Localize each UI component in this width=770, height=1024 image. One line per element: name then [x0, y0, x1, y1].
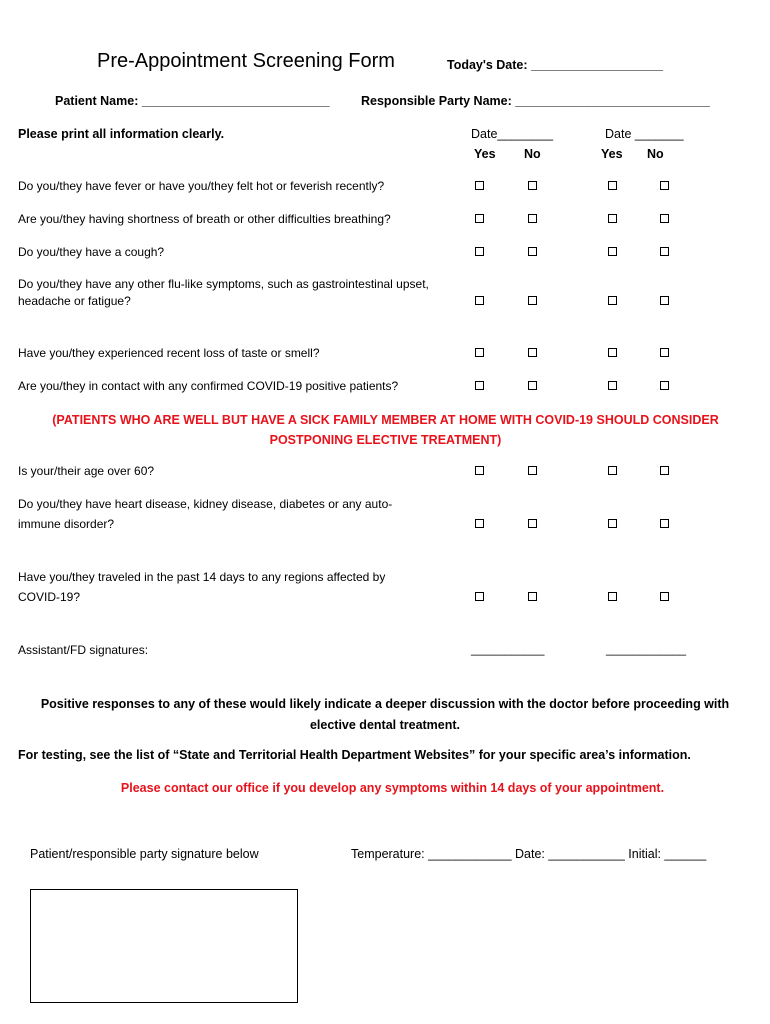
checkbox-cough-yes-1[interactable] [475, 247, 484, 256]
checkbox-taste-yes-2[interactable] [608, 348, 617, 357]
checkbox-taste-no-2[interactable] [660, 348, 669, 357]
checkbox-flu-no-2[interactable] [660, 296, 669, 305]
checkbox-cough-no-1[interactable] [528, 247, 537, 256]
assistant-signatures-label: Assistant/FD signatures: [18, 643, 149, 657]
checkbox-breath-yes-2[interactable] [608, 214, 617, 223]
checkbox-flu-no-1[interactable] [528, 296, 537, 305]
checkbox-contact-no-2[interactable] [660, 381, 669, 390]
todays-date-field[interactable]: Today's Date: ___________________ [447, 58, 664, 72]
question-travel: Have you/they traveled in the past 14 days to any regions affected by COVID-19? [18, 570, 386, 604]
question-covid-contact: Are you/they in contact with any confirmed COVID-19 positive patients? [18, 379, 399, 393]
checkbox-fever-no-1[interactable] [528, 181, 537, 190]
checkbox-contact-yes-1[interactable] [475, 381, 484, 390]
vitals-fields[interactable]: Temperature: ____________ Date: ___________ Initial: ______ [351, 847, 707, 861]
question-age-over-60: Is your/their age over 60? [18, 464, 155, 478]
checkbox-cough-yes-2[interactable] [608, 247, 617, 256]
no-header-2: No [647, 147, 664, 161]
responsible-party-field[interactable]: Responsible Party Name: ____________________________ [361, 94, 710, 108]
checkbox-age-yes-2[interactable] [608, 466, 617, 475]
print-clearly-note: Please print all information clearly. [18, 127, 225, 141]
question-flu-symptoms: Do you/they have any other flu-like symptoms, such as gastrointestinal upset, headache or fatigue? [18, 277, 429, 308]
checkbox-contact-yes-2[interactable] [608, 381, 617, 390]
checkbox-travel-no-2[interactable] [660, 592, 669, 601]
checkbox-fever-yes-1[interactable] [475, 181, 484, 190]
checkbox-disease-no-1[interactable] [528, 519, 537, 528]
question-taste-smell: Have you/they experienced recent loss of taste or smell? [18, 346, 320, 360]
yes-header-1: Yes [474, 147, 496, 161]
checkbox-flu-yes-1[interactable] [475, 296, 484, 305]
checkbox-breath-no-1[interactable] [528, 214, 537, 223]
question-fever: Do you/they have fever or have you/they felt hot or feverish recently? [18, 179, 385, 193]
checkbox-disease-no-2[interactable] [660, 519, 669, 528]
yes-header-2: Yes [601, 147, 623, 161]
date-column-2[interactable]: Date _______ [605, 127, 684, 141]
assistant-signature-line-1[interactable]: ___________ [471, 642, 545, 656]
checkbox-travel-yes-1[interactable] [475, 592, 484, 601]
testing-note: For testing, see the list of “State and Territorial Health Department Websites” for your specific area’s information. [18, 748, 691, 762]
question-cough: Do you/they have a cough? [18, 245, 165, 259]
checkbox-cough-no-2[interactable] [660, 247, 669, 256]
checkbox-fever-yes-2[interactable] [608, 181, 617, 190]
form-title: Pre-Appointment Screening Form [97, 50, 395, 72]
checkbox-taste-no-1[interactable] [528, 348, 537, 357]
checkbox-travel-no-1[interactable] [528, 592, 537, 601]
no-header-1: No [524, 147, 541, 161]
checkbox-disease-yes-2[interactable] [608, 519, 617, 528]
question-shortness-of-breath: Are you/they having shortness of breath or other difficulties breathing? [18, 212, 391, 226]
patient-signature-label: Patient/responsible party signature below [30, 847, 259, 861]
checkbox-breath-no-2[interactable] [660, 214, 669, 223]
assistant-signature-line-2[interactable]: ____________ [606, 642, 687, 656]
checkbox-disease-yes-1[interactable] [475, 519, 484, 528]
contact-office-note: Please contact our office if you develop any symptoms within 14 days of your appointment. [120, 781, 665, 795]
checkbox-flu-yes-2[interactable] [608, 296, 617, 305]
checkbox-age-no-1[interactable] [528, 466, 537, 475]
checkbox-breath-yes-1[interactable] [475, 214, 484, 223]
checkbox-fever-no-2[interactable] [660, 181, 669, 190]
checkbox-age-no-2[interactable] [660, 466, 669, 475]
date-column-1[interactable]: Date________ [471, 127, 554, 141]
checkbox-travel-yes-2[interactable] [608, 592, 617, 601]
patient-name-field[interactable]: Patient Name: ___________________________ [55, 94, 330, 108]
checkbox-age-yes-1[interactable] [475, 466, 484, 475]
checkbox-contact-no-1[interactable] [528, 381, 537, 390]
checkbox-taste-yes-1[interactable] [475, 348, 484, 357]
patient-signature-box[interactable] [30, 889, 298, 1003]
positive-response-note: Positive responses to any of these would likely indicate a deeper discussion with the doctor before proceeding with elective dental treatment. [40, 697, 730, 732]
question-chronic-disease: Do you/they have heart disease, kidney disease, diabetes or any auto-immune disorder? [18, 497, 393, 531]
sick-family-warning: (PATIENTS WHO ARE WELL BUT HAVE A SICK FAMILY MEMBER AT HOME WITH COVID-19 SHOULD CONSIDER POSTPONING ELECTIVE TREATMENT) [52, 413, 719, 447]
